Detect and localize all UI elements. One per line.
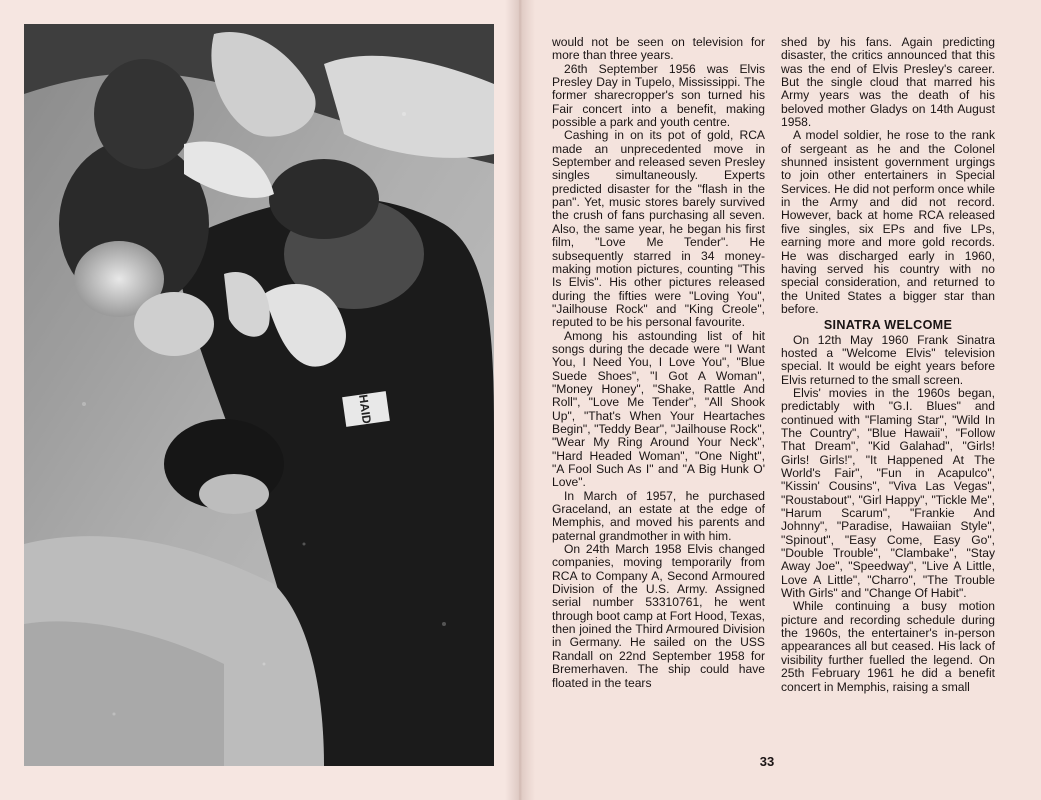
page-gutter <box>505 0 535 800</box>
text-column-left <box>552 36 765 690</box>
paragraph: On 12th May 1960 Frank Sinatra hosted a "Welcome Elvis" television special. It would be eight years before Elvis returned to the small screen. <box>781 332 995 387</box>
left-page <box>0 0 519 800</box>
paragraph: In March of 1957, he purchased Graceland, an estate at the edge of Memphis, and moved his parents and paternal grandmother in with him. <box>552 488 765 543</box>
svg-text:HAID: HAID <box>356 393 374 425</box>
paragraph: 26th September 1956 was Elvis Presley Day in Tupelo, Mississippi. The former sharecropper's son turned his Fair concert into a benefit, making possible a park and youth centre. <box>552 61 765 130</box>
paragraph: On 24th March 1958 Elvis changed companies, moving temporarily from RCA to Company A, Second Armoured Division of the U.S. Army. Assigned serial number 53310761, he went through boot camp at Fort Hood, Texas, then joined the Third Armoured Division in Germany. He sailed on the USS Randall on 22nd September 1958 for Bremerhaven. The ship could have floated in the tears <box>552 542 765 690</box>
photo-icon <box>24 24 494 766</box>
paragraph: Cashing in on its pot of gold, RCA made an unprecedented move in September and released seven Presley singles simultaneously. Experts predicted disaster for the "flash in the pan". Yet, music stores barely survived the crush of fans purchasing all seven. Also, the same year, he began his first film, "Love Me Tender". He subsequently starred in 34 money-making motion pictures, counting "This Is Elvis". His other pictures released during the fifties were "Loving You", "Jailhouse Rock" and "King Creole", reputed to be his personal favourite. <box>552 128 765 330</box>
paragraph: Among his astounding list of hit songs during the decade were "I Want You, I Need You, I Love You", "Blue Suede Shoes", "I Got A Woman", "Money Honey", "Shake, Rattle And Roll", "Love Me Tender", "All Shook Up", "That's When Your Heartaches Begin", "Teddy Bear", "Jailhouse Rock", "Wear My Ring Around Your Neck", "Hard Headed Woman", "One Night", "A Fool Such As I" and "A Big Hunk O' Love". <box>552 328 765 490</box>
paragraph: would not be seen on television for more than three years. <box>552 35 765 63</box>
paragraph: Elvis' movies in the 1960s began, predictably with "G.I. Blues" and continued with "Flaming Star", "Wild In The Country", "Blue Hawaii", "Follow That Dream", "Kid Galahad", "Girls! Girls! Girls!", "It Happened At The World's Fair", "Fun in Acapulco", "Kissin' Cousins", "Viva Las Vegas", "Roustabout", "Girl Happy", "Tickle Me", "Harum Scarum", "Frankie And Johnny", "Paradise, Hawaiian Style", "Spinout", "Easy Come, Easy Go", "Double Trouble", "Clambake", "Stay Away Joe", "Speedway", "Live A Little, Love A Little", "Charro", "The Trouble With Girls" and "Change Of Habit". <box>781 385 995 601</box>
paragraph: shed by his fans. Again predicting disaster, the critics announced that this was the end of Elvis Presley's career. But the single cloud that marred his Army years was the death of his beloved mother Gladys on 14th August 1958. <box>781 35 995 130</box>
page-number: 33 <box>759 754 775 769</box>
paragraph: A model soldier, he rose to the rank of sergeant as he and the Colonel shunned insistent government urgings to join other entertainers in Special Services. He did not perform once while in the Army and did not record. However, back at home RCA released five singles, six EPs and five LPs, earning more and more gold records. He was discharged early in 1960, having served his country with no special consideration, and returned to the United States a bigger star than before. <box>781 128 995 316</box>
text-column-right <box>781 36 995 694</box>
section-heading: SINATRA WELCOME <box>823 318 953 333</box>
paragraph: While continuing a busy motion picture and recording schedule during the 1960s, the entertainer's in-person appearances all but ceased. His lack of visibility further fuelled the legend. On 25th February 1961 he did a benefit concert in Memphis, raising a small <box>781 599 995 694</box>
black-and-white-photo <box>24 24 494 766</box>
